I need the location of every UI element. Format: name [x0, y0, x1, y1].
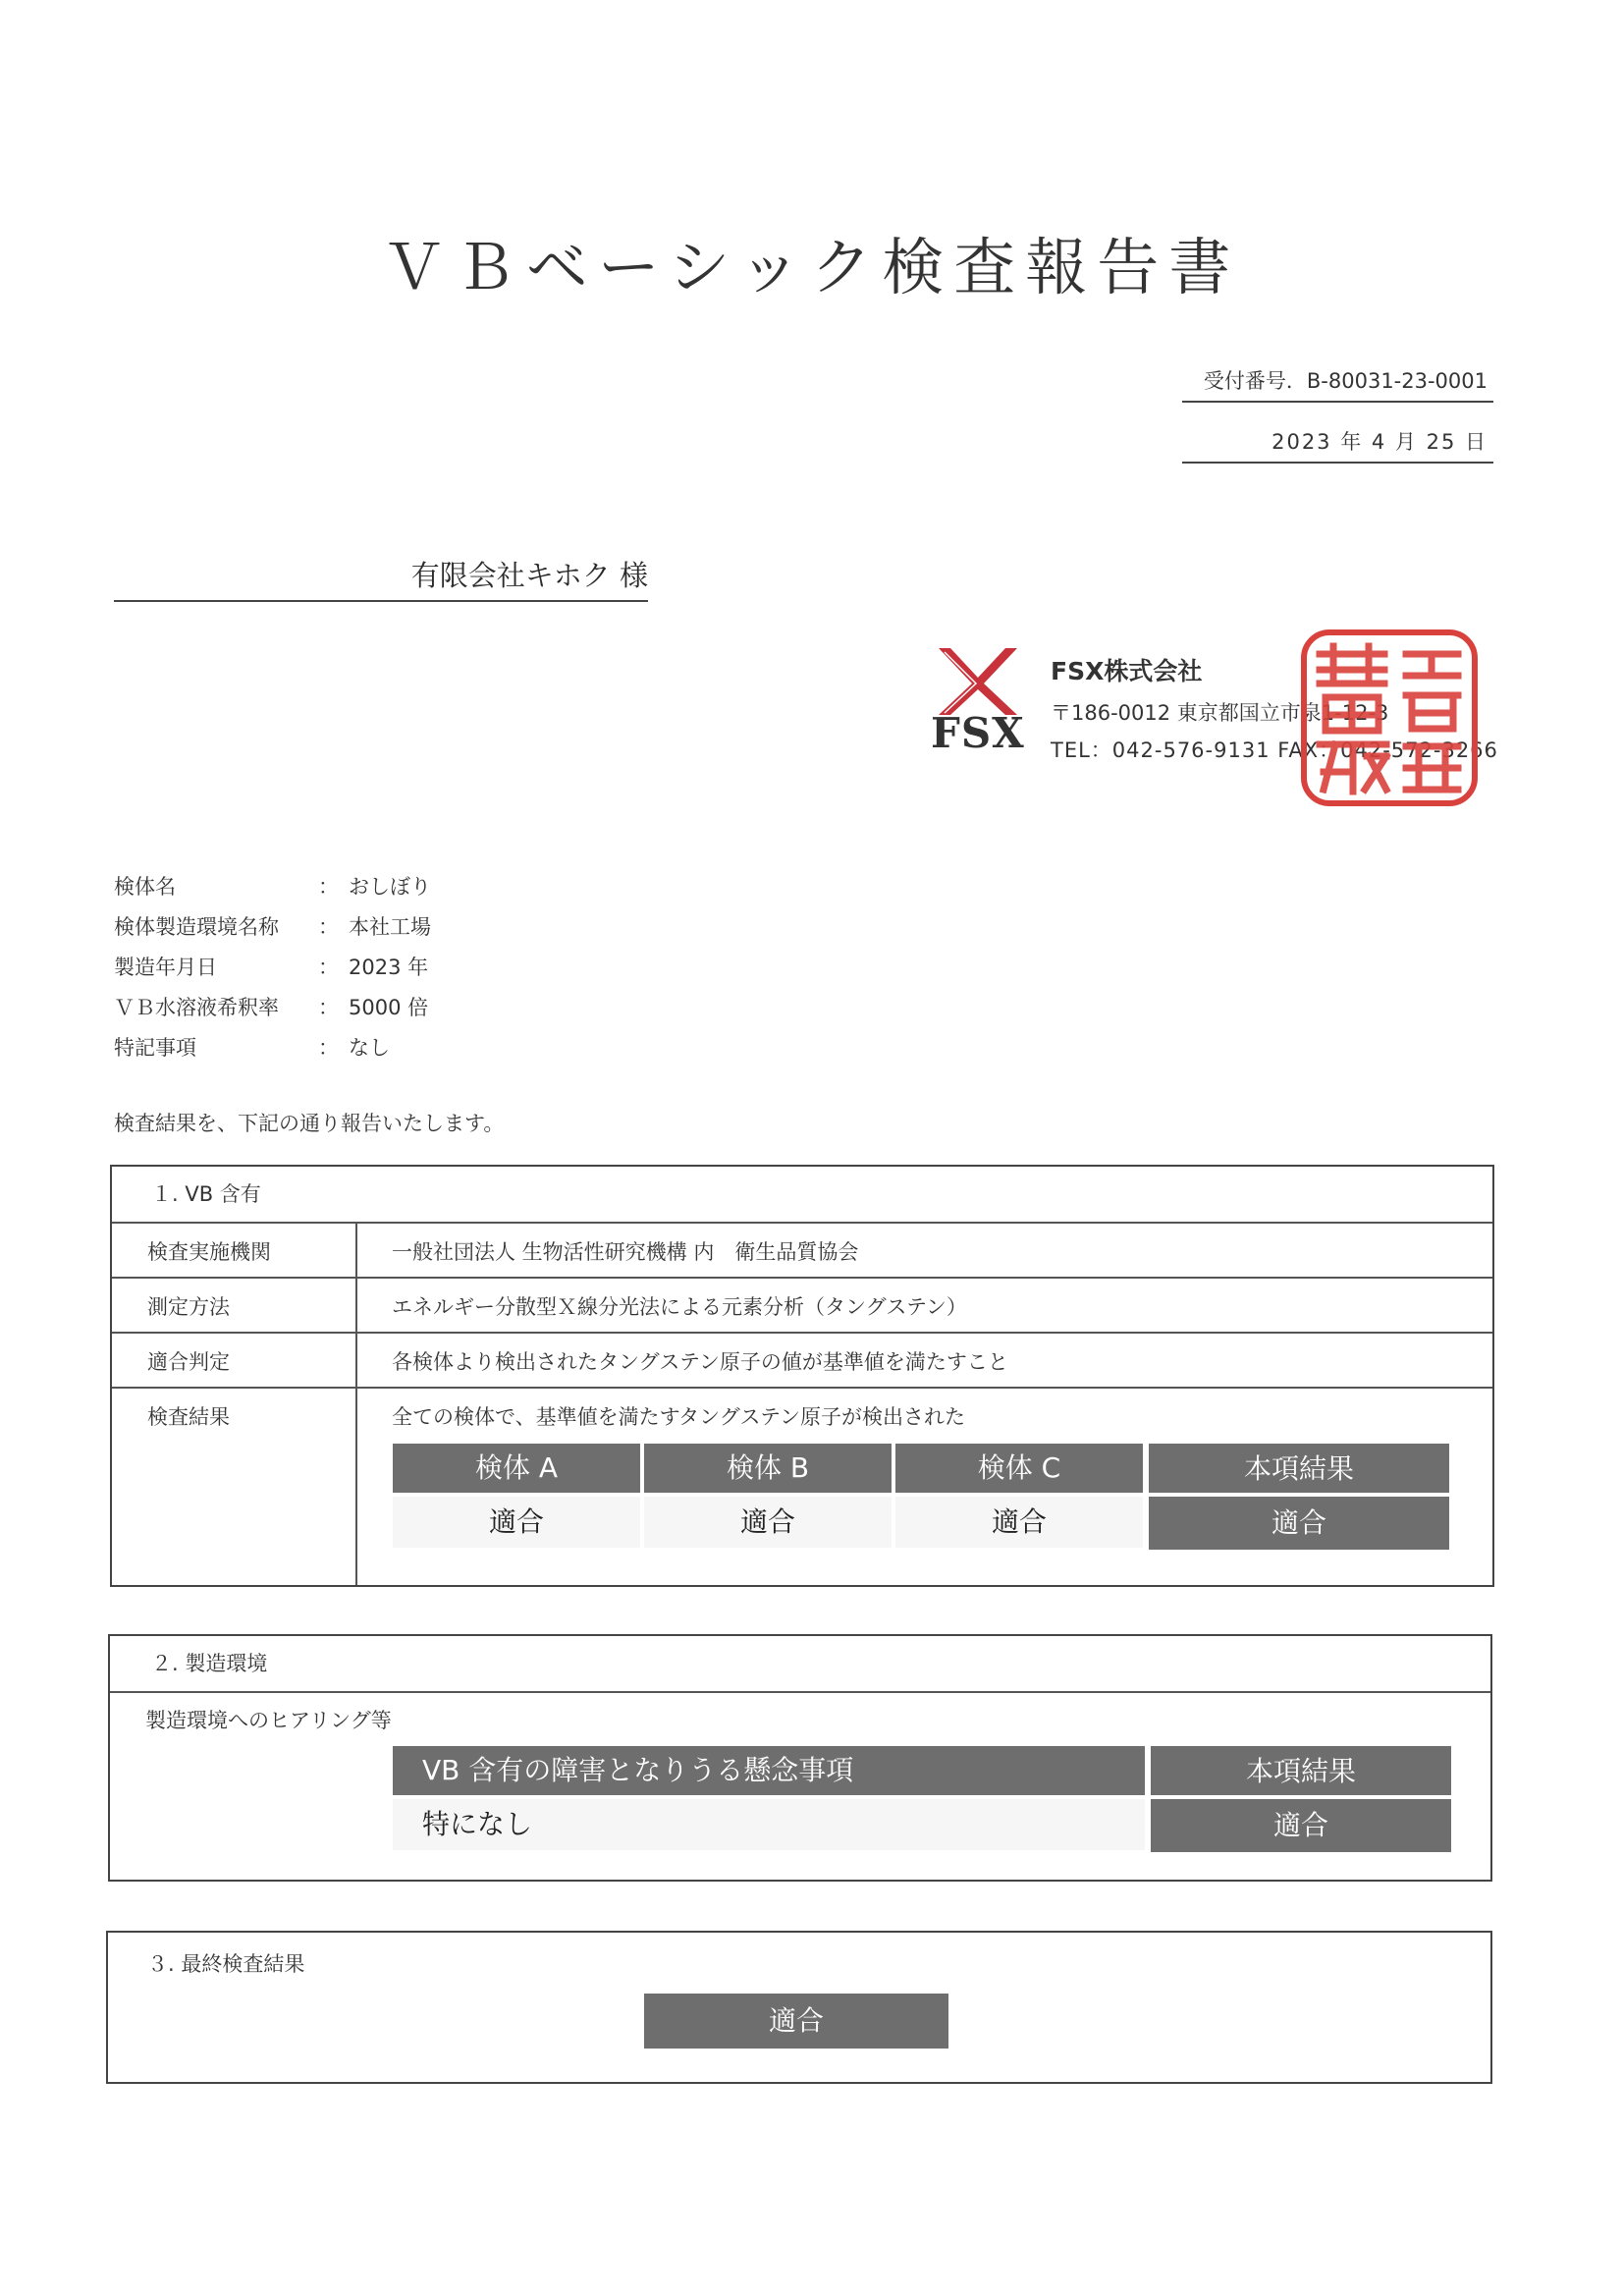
specimen-label: ＶＢ水溶液希釈率 [114, 996, 279, 1019]
client-name: 有限会社キホク 様 [114, 554, 648, 602]
result-header: 検体 A [393, 1444, 640, 1493]
company-tel-fax: TEL：042-576-9131 FAX：042-572-3266 [1051, 738, 1498, 762]
result-value: 適合 [895, 1497, 1143, 1548]
row-value: 全ての検体で、基準値を満たすタングステン原子が検出された [392, 1405, 966, 1429]
specimen-value: 2023 年 [349, 956, 429, 979]
specimen-colon: ： [318, 915, 339, 939]
receipt-number: 受付番号．B-80031-23-0001 [1182, 365, 1493, 403]
specimen-value: 5000 倍 [349, 996, 429, 1019]
company-address: 〒186-0012 東京都国立市泉1-12-3 [1051, 701, 1389, 725]
specimen-value: 本社工場 [349, 915, 431, 939]
section3-heading: ３. 最終検査結果 [147, 1952, 305, 1976]
divider [355, 1222, 357, 1585]
section-final-result [106, 1931, 1492, 2084]
result-header: 検体 B [644, 1444, 892, 1493]
specimen-value: なし [349, 1036, 390, 1060]
result-header: 本項結果 [1149, 1444, 1449, 1493]
divider [112, 1332, 1492, 1334]
specimen-label: 検体製造環境名称 [114, 915, 279, 939]
section2-subheading: 製造環境へのヒアリング等 [145, 1709, 392, 1732]
report-intro: 検査結果を、下記の通り報告いたします。 [114, 1112, 505, 1135]
specimen-colon: ： [318, 996, 339, 1019]
divider [112, 1387, 1492, 1389]
row-label: 測定方法 [147, 1295, 230, 1319]
company-name: FSX株式会社 [1051, 657, 1203, 685]
divider [110, 1691, 1490, 1693]
specimen-label: 検体名 [114, 875, 176, 899]
result-header: 本項結果 [1151, 1746, 1451, 1795]
company-seal-icon [1296, 625, 1483, 811]
row-label: 検査実施機関 [147, 1240, 271, 1264]
concern-header: VB 含有の障害となりうる懸念事項 [393, 1746, 1145, 1795]
result-value: 適合 [1151, 1799, 1451, 1852]
specimen-label: 製造年月日 [114, 956, 217, 979]
company-logo-text: FSX [931, 709, 1025, 757]
section-vb-content [110, 1165, 1494, 1587]
divider [112, 1222, 1492, 1224]
specimen-value: おしぼり [349, 875, 431, 899]
section1-heading: １. VB 含有 [151, 1182, 261, 1206]
result-value: 適合 [393, 1497, 640, 1548]
result-header: 検体 C [895, 1444, 1143, 1493]
specimen-colon: ： [318, 1036, 339, 1060]
concern-value: 特になし [393, 1799, 1145, 1850]
specimen-label: 特記事項 [114, 1036, 196, 1060]
row-value: エネルギー分散型Ｘ線分光法による元素分析（タングステン） [392, 1295, 967, 1319]
section-manufacturing-environment [108, 1634, 1492, 1882]
result-value: 適合 [644, 1497, 892, 1548]
row-label: 検査結果 [147, 1405, 230, 1429]
specimen-colon: ： [318, 956, 339, 979]
final-result-value: 適合 [644, 1994, 948, 2049]
row-value: 一般社団法人 生物活性研究機構 内 衛生品質協会 [392, 1240, 859, 1264]
row-label: 適合判定 [147, 1350, 230, 1374]
report-date: 2023 年 4 月 25 日 [1182, 426, 1493, 464]
specimen-colon: ： [318, 875, 339, 899]
result-value: 適合 [1149, 1497, 1449, 1550]
row-value: 各検体より検出されたタングステン原子の値が基準値を満たすこと [392, 1350, 1008, 1374]
divider [112, 1277, 1492, 1279]
section2-heading: ２. 製造環境 [151, 1652, 268, 1675]
page-title: ＶＢベーシック検査報告書 [382, 232, 1241, 303]
